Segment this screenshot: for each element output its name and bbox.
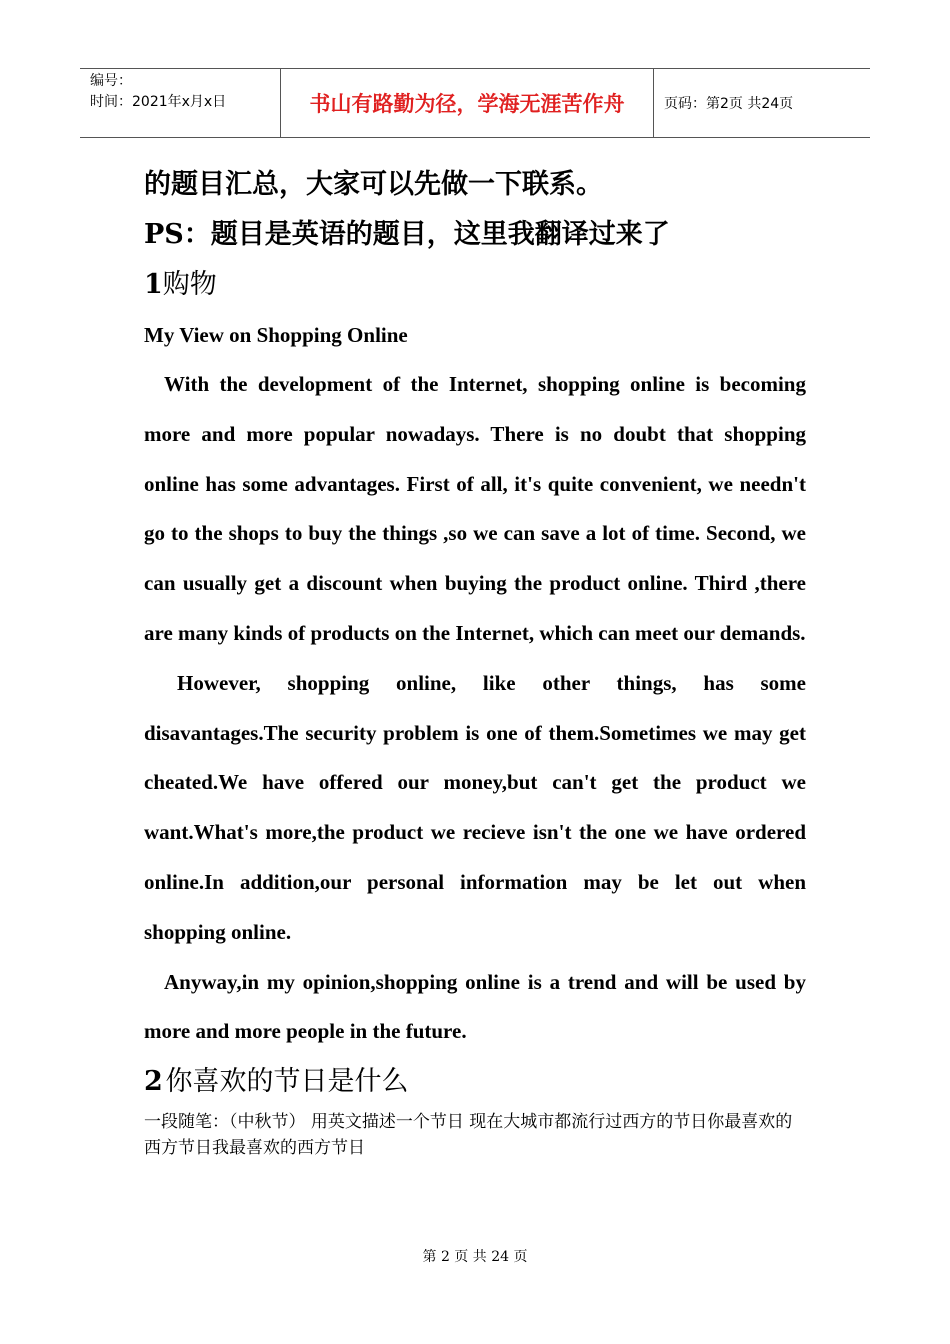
essay-paragraph: However, shopping online, like other things, has some disavantages.The security problem is one of them.Sometimes we may get cheated.We have offered our money,but can't get the product we want.What's more,the product we recieve isn't the one we have ordered online.In addition,our personal information may be let out when shopping online. [144,670,806,944]
section-1-heading [144,260,806,310]
page-footer: 第 2 页 共 24 页 [422,1249,528,1265]
section-2-note: 一段随笔：（中秋节） 用英文描述一个节日 现在大城市都流行过西方的节日你最喜欢的西方节日我最喜欢的西方节日 [144,1112,793,1159]
essay-title: My View on Shopping Online [144,323,408,347]
ps-note: PS：题目是英语的题目，这里我翻译过来了 [144,219,670,250]
section-1-number: 1 [144,269,163,300]
section-2-number: 2 [144,1066,163,1098]
time-label: 时间：2021年x月x日 [90,94,227,110]
section-2-heading [144,1057,806,1107]
page-header [80,68,870,138]
header-meta [80,69,281,137]
essay-paragraph: With the development of the Internet, shopping online is becoming more and more popular nowadays. There is no doubt that shopping online has some advantages. First of all, it's quite convenient, we needn't go to the shops to buy the things ,so we can save a lot of time. Second, we can usually get a discount when buying the product online. Third ,there are many kinds of products on the Internet, which can meet our demands. [144,372,806,645]
number-label: 编号： [90,73,132,89]
header-page-info: 页码：第2页 共24页 [664,96,794,112]
essay-paragraph: Anyway,in my opinion,shopping online is a trend and will be used by more and more people in the future. [144,969,806,1044]
section-1-title: 购物 [162,269,217,300]
header-motto: 书山有路勤为径，学海无涯苦作舟 [281,69,654,137]
document-body [144,160,806,1161]
section-2-title: 你喜欢的节日是什么 [165,1066,409,1098]
intro-line: 的题目汇总，大家可以先做一下联系。 [144,169,603,200]
